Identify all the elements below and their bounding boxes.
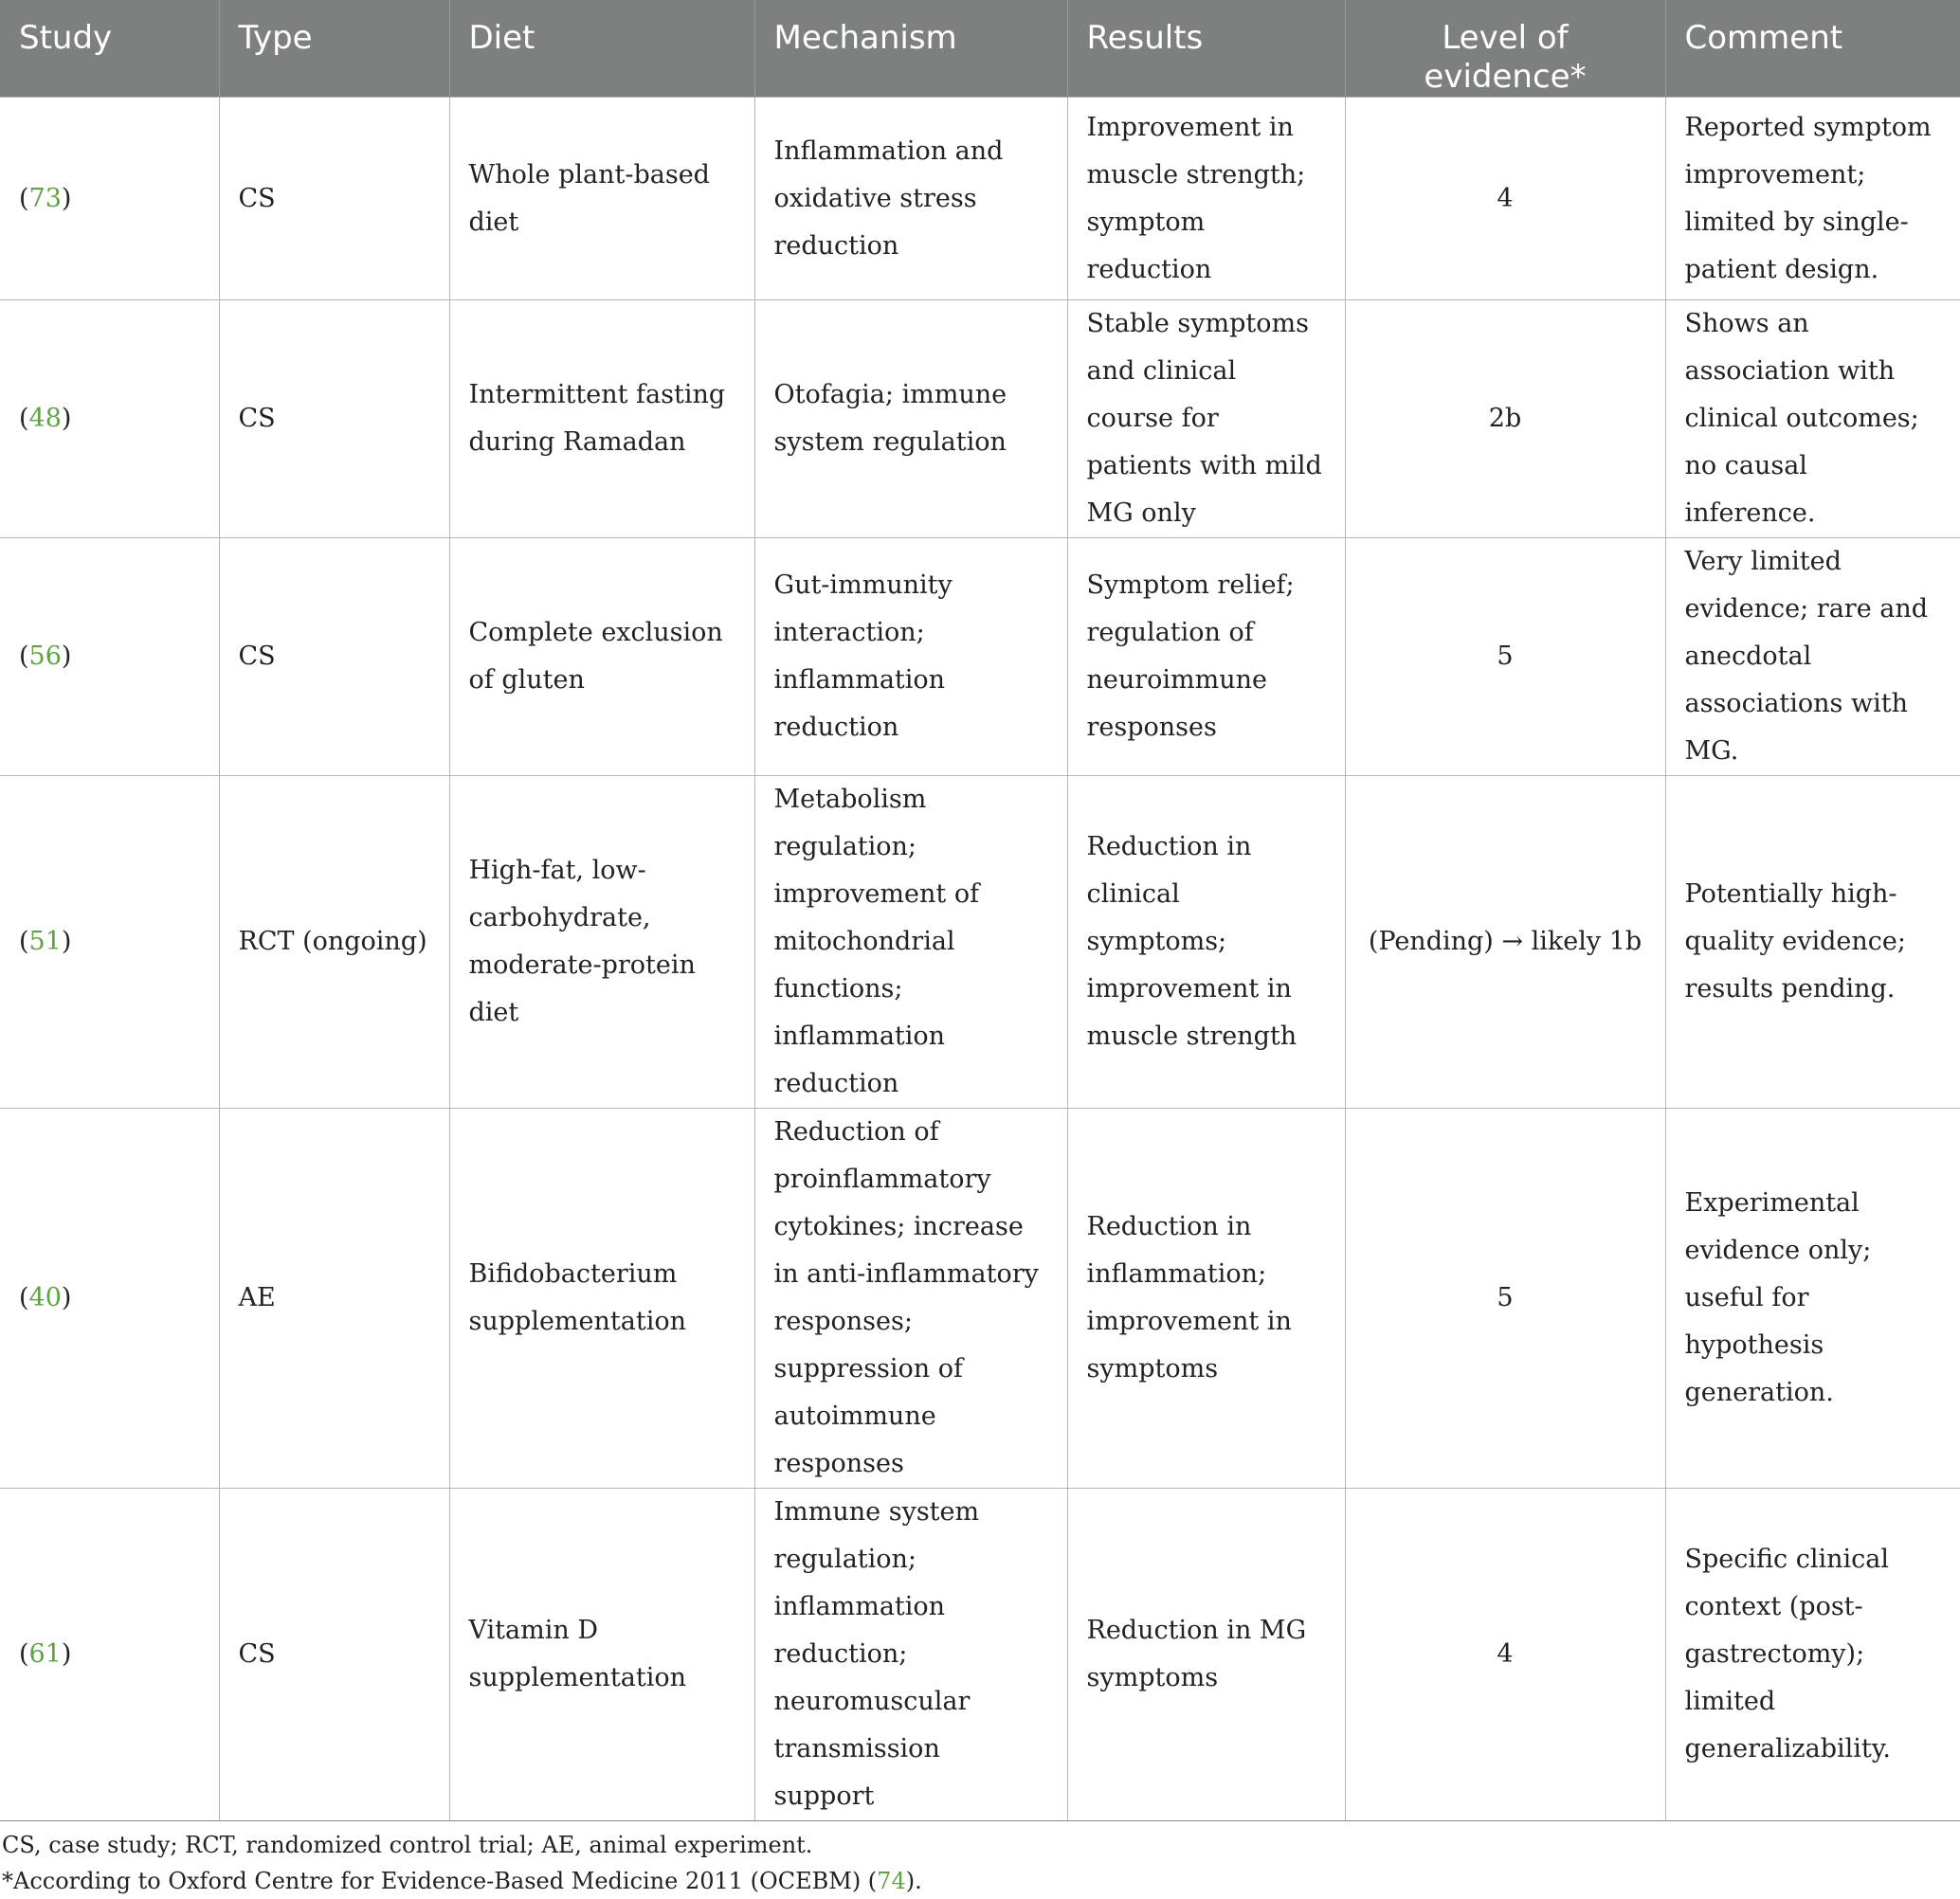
column-header-results: Results — [1067, 0, 1345, 98]
mechanism-cell: Reduction of proinflammatory cytokines; increase in anti-inflammatory responses; suppression of autoimmune responses — [754, 1109, 1067, 1489]
column-header-type: Type — [219, 0, 449, 98]
type-cell: CS — [219, 538, 449, 776]
table-row — [0, 300, 1960, 538]
study-reference-link[interactable]: 40 — [28, 1283, 62, 1312]
study-reference-link[interactable]: 61 — [28, 1639, 62, 1669]
mechanism-cell: Metabolism regulation; improvement of mitochondrial functions; inflammation reduction — [754, 776, 1067, 1109]
level-of-evidence-cell: 5 — [1345, 538, 1665, 776]
column-header-mechanism: Mechanism — [754, 0, 1067, 98]
column-header-study: Study — [0, 0, 219, 98]
results-cell: Improvement in muscle strength; symptom reduction — [1067, 98, 1345, 300]
diet-cell: Complete exclusion of gluten — [449, 538, 754, 776]
footnote-reference-link[interactable]: 74 — [877, 1868, 906, 1894]
diet-cell: Intermittent fasting during Ramadan — [449, 300, 754, 538]
type-cell: CS — [219, 98, 449, 300]
comment-cell: Specific clinical context (post-gastrectomy); limited generalizability. — [1665, 1489, 1960, 1821]
mechanism-cell: Gut-immunity interaction; inflammation reduction — [754, 538, 1067, 776]
mechanism-cell: Immune system regulation; inflammation reduction; neuromuscular transmission support — [754, 1489, 1067, 1821]
type-cell: AE — [219, 1109, 449, 1489]
table-row — [0, 1489, 1960, 1821]
column-header-diet: Diet — [449, 0, 754, 98]
study-reference-link[interactable]: 48 — [28, 404, 62, 433]
results-cell: Reduction in inflammation; improvement in symptoms — [1067, 1109, 1345, 1489]
level-of-evidence-cell: 4 — [1345, 98, 1665, 300]
study-reference-link[interactable]: 51 — [28, 927, 62, 956]
results-cell: Symptom relief; regulation of neuroimmune responses — [1067, 538, 1345, 776]
comment-cell: Potentially high-quality evidence; results pending. — [1665, 776, 1960, 1109]
diet-cell: High-fat, low-carbohydrate, moderate-protein diet — [449, 776, 754, 1109]
study-cell: (73) — [0, 98, 219, 300]
study-reference-link[interactable]: 56 — [28, 642, 62, 671]
study-cell: (61) — [0, 1489, 219, 1821]
table-row — [0, 98, 1960, 300]
type-cell: CS — [219, 1489, 449, 1821]
diet-cell: Vitamin D supplementation — [449, 1489, 754, 1821]
results-cell: Stable symptoms and clinical course for patients with mild MG only — [1067, 300, 1345, 538]
comment-cell: Reported symptom improvement; limited by single-patient design. — [1665, 98, 1960, 300]
footnote-evidence-text: *According to Oxford Centre for Evidence-Based Medicine 2011 (OCEBM) ( — [2, 1868, 878, 1894]
comment-cell: Very limited evidence; rare and anecdotal associations with MG. — [1665, 538, 1960, 776]
mechanism-cell: Inflammation and oxidative stress reduction — [754, 98, 1067, 300]
diet-cell: Whole plant-based diet — [449, 98, 754, 300]
level-of-evidence-cell: 2b — [1345, 300, 1665, 538]
level-of-evidence-cell: 4 — [1345, 1489, 1665, 1821]
study-cell: (51) — [0, 776, 219, 1109]
study-cell: (56) — [0, 538, 219, 776]
diet-cell: Bifidobacterium supplementation — [449, 1109, 754, 1489]
level-of-evidence-cell: 5 — [1345, 1109, 1665, 1489]
comment-cell: Shows an association with clinical outcomes; no causal inference. — [1665, 300, 1960, 538]
footnote-evidence-suffix: ). — [905, 1868, 922, 1894]
type-cell: RCT (ongoing) — [219, 776, 449, 1109]
study-reference-link[interactable]: 73 — [28, 183, 62, 213]
results-cell: Reduction in clinical symptoms; improvement in muscle strength — [1067, 776, 1345, 1109]
column-header-level-of-evidence: Level of evidence* — [1345, 0, 1665, 98]
study-cell: (48) — [0, 300, 219, 538]
level-of-evidence-cell: (Pending) → likely 1b — [1345, 776, 1665, 1109]
table-header-row — [0, 0, 1960, 98]
table-row — [0, 776, 1960, 1109]
footnote-abbreviations: CS, case study; RCT, randomized control trial; AE, animal experiment. — [2, 1832, 813, 1858]
table-row — [0, 1109, 1960, 1489]
column-header-comment: Comment — [1665, 0, 1960, 98]
results-cell: Reduction in MG symptoms — [1067, 1489, 1345, 1821]
comment-cell: Experimental evidence only; useful for hypothesis generation. — [1665, 1109, 1960, 1489]
type-cell: CS — [219, 300, 449, 538]
footnote-evidence-level — [0, 1863, 1960, 1899]
mechanism-cell: Otofagia; immune system regulation — [754, 300, 1067, 538]
table-row — [0, 538, 1960, 776]
study-cell: (40) — [0, 1109, 219, 1489]
